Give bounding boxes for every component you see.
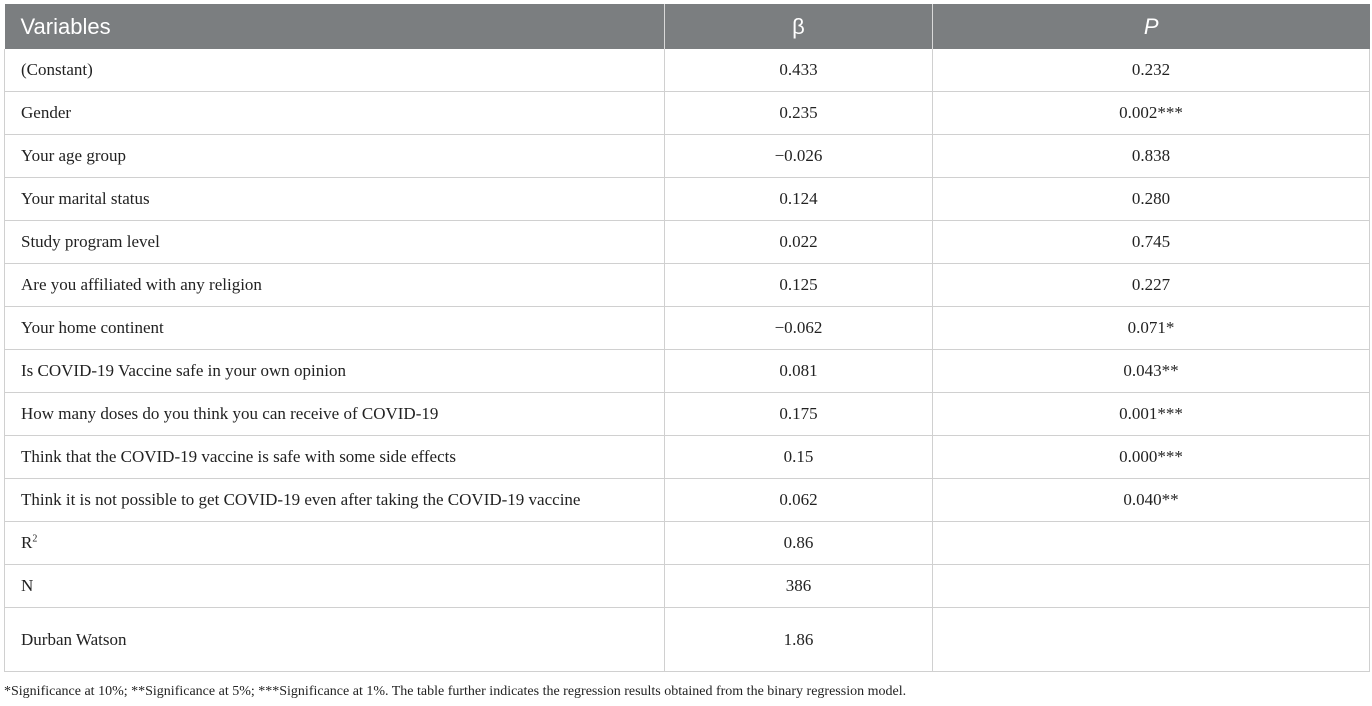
table-row [5, 436, 1370, 479]
table-row [5, 221, 1370, 264]
p-cell: 0.000*** [933, 436, 1370, 479]
beta-cell: 0.86 [665, 522, 933, 565]
beta-cell: 0.125 [665, 264, 933, 307]
regression-table [4, 4, 1370, 672]
beta-cell: 0.235 [665, 92, 933, 135]
r-squared-superscript: 2 [32, 533, 38, 545]
table-row [5, 264, 1370, 307]
variable-cell: Your age group [5, 135, 665, 178]
variable-cell: Are you affiliated with any religion [5, 264, 665, 307]
p-cell [933, 608, 1370, 672]
p-cell: 0.040** [933, 479, 1370, 522]
p-cell [933, 522, 1370, 565]
beta-cell: −0.062 [665, 307, 933, 350]
table-row [5, 608, 1370, 672]
beta-cell: 0.15 [665, 436, 933, 479]
table-header [5, 4, 1370, 49]
table-row [5, 350, 1370, 393]
variable-cell: How many doses do you think you can receive of COVID-19 [5, 393, 665, 436]
p-cell: 0.001*** [933, 393, 1370, 436]
p-cell: 0.745 [933, 221, 1370, 264]
table-row [5, 522, 1370, 565]
variable-cell: Durban Watson [5, 608, 665, 672]
beta-cell: 0.022 [665, 221, 933, 264]
table-row [5, 178, 1370, 221]
p-cell: 0.043** [933, 350, 1370, 393]
header-beta: β [665, 4, 933, 49]
beta-cell: −0.026 [665, 135, 933, 178]
table-footnote: *Significance at 10%; **Significance at 5%; ***Significance at 1%. The table further indicates the regression results obtained from the binary regression model. [4, 684, 907, 699]
beta-cell: 386 [665, 565, 933, 608]
r-squared-base: R [21, 533, 33, 552]
variable-cell: N [5, 565, 665, 608]
table-body [5, 49, 1370, 672]
p-cell: 0.838 [933, 135, 1370, 178]
header-p-value: P [933, 4, 1370, 49]
header-variables: Variables [5, 4, 665, 49]
table-row [5, 393, 1370, 436]
table-row [5, 49, 1370, 92]
beta-cell: 0.124 [665, 178, 933, 221]
beta-cell: 0.081 [665, 350, 933, 393]
table-row [5, 479, 1370, 522]
p-cell: 0.071* [933, 307, 1370, 350]
header-row [5, 4, 1370, 49]
regression-table-container [4, 4, 1369, 672]
beta-cell: 1.86 [665, 608, 933, 672]
table-row [5, 92, 1370, 135]
p-cell [933, 565, 1370, 608]
p-cell: 0.002*** [933, 92, 1370, 135]
variable-cell: Is COVID-19 Vaccine safe in your own opinion [5, 350, 665, 393]
variable-cell: Gender [5, 92, 665, 135]
variable-cell-r-squared [5, 522, 665, 565]
p-cell: 0.227 [933, 264, 1370, 307]
table-row [5, 135, 1370, 178]
variable-cell: Your home continent [5, 307, 665, 350]
variable-cell: Think that the COVID-19 vaccine is safe with some side effects [5, 436, 665, 479]
table-row [5, 565, 1370, 608]
variable-cell: Study program level [5, 221, 665, 264]
p-cell: 0.280 [933, 178, 1370, 221]
p-cell: 0.232 [933, 49, 1370, 92]
table-row [5, 307, 1370, 350]
variable-cell: (Constant) [5, 49, 665, 92]
variable-cell: Your marital status [5, 178, 665, 221]
beta-cell: 0.433 [665, 49, 933, 92]
variable-cell: Think it is not possible to get COVID-19 even after taking the COVID-19 vaccine [5, 479, 665, 522]
beta-cell: 0.062 [665, 479, 933, 522]
beta-cell: 0.175 [665, 393, 933, 436]
